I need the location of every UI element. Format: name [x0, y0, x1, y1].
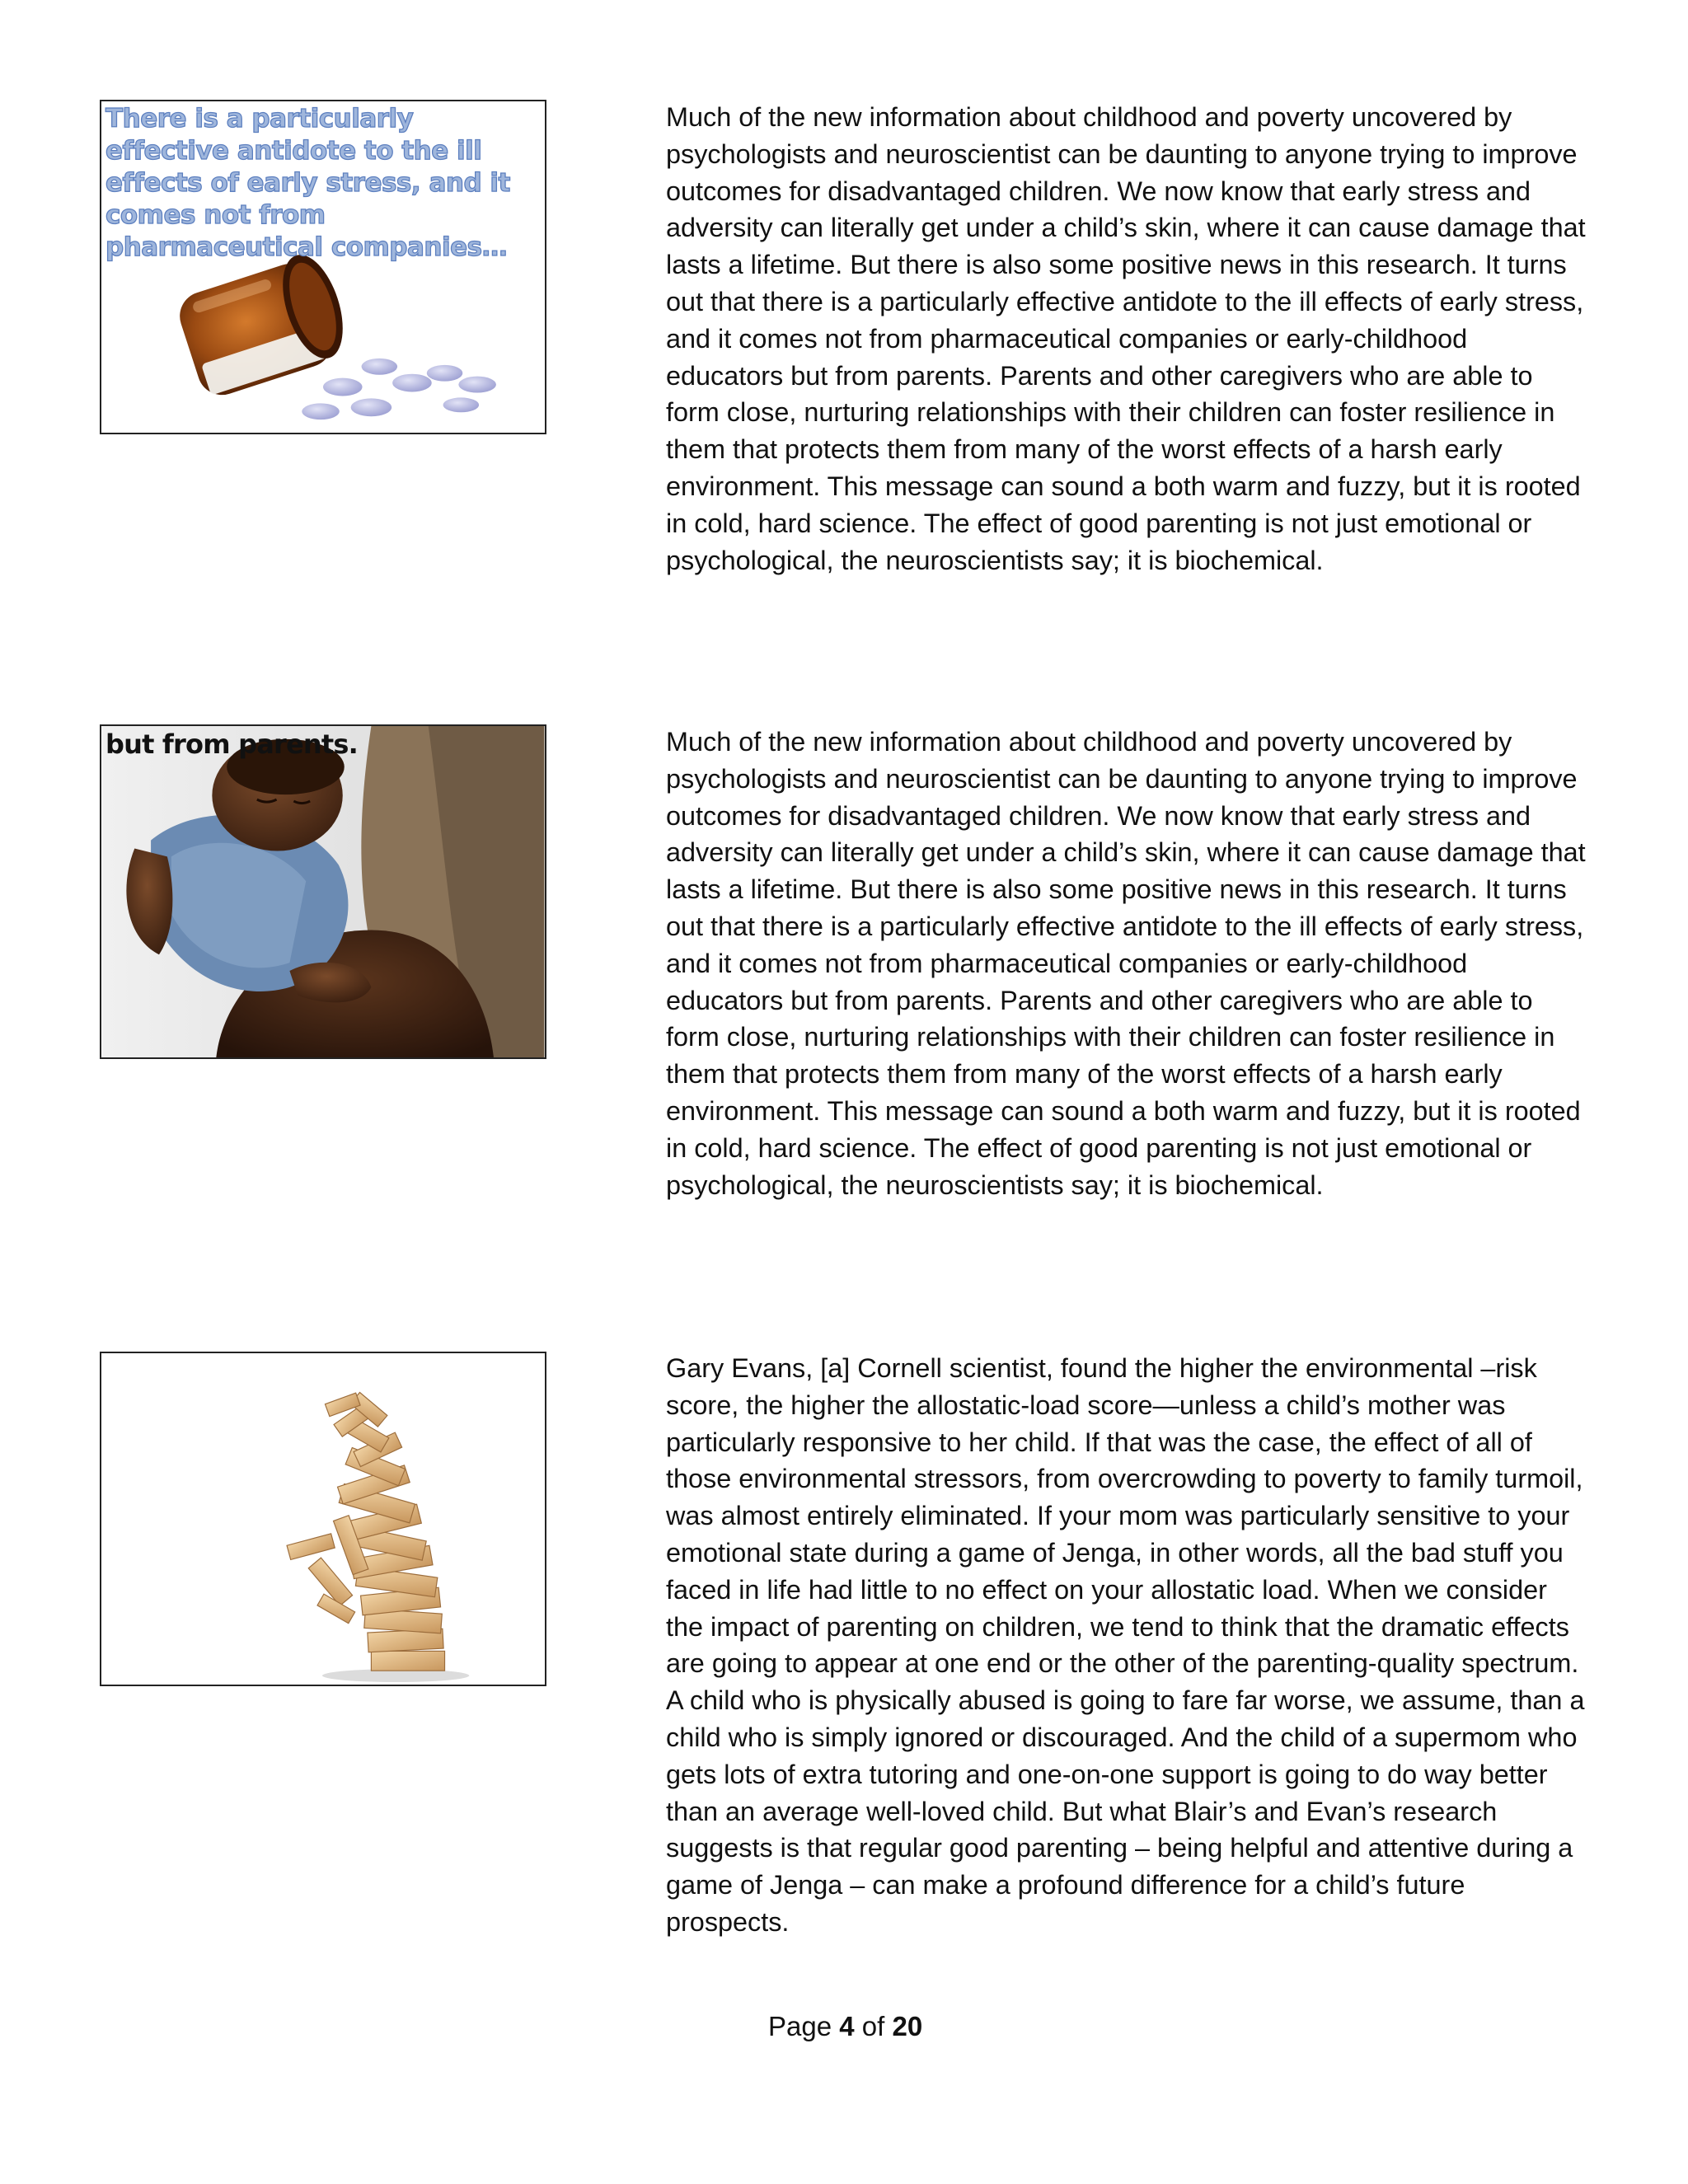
parent-holding-baby-illustration — [101, 726, 545, 1057]
of-word: of — [861, 2011, 885, 2041]
jenga-tower-illustration — [101, 1353, 545, 1685]
body-paragraph: Much of the new information about childhood and poverty uncovered by psychologists and neuroscientist can be daunting to anyone trying to improve outcomes for disadvantaged children. We now know that early stress and adversity can literally get under a child’s skin, where it can cause damage that lasts a lifetime. But there is also some positive news in this research. It turns out that there is a particularly effective antidote to the ill effects of early stress, and it comes not from pharmaceutical companies or early-childhood educators but from parents. Parents and other caregivers who are able to form close, nurturing relationships with their children can foster resilience in them that protects them from many of the worst effects of a harsh early environment. This message can sound a both warm and fuzzy, but it is rooted in cold, hard science. The effect of good parenting is not just emotional or psychological, the neuroscientists say; it is biochemical. — [666, 102, 1586, 575]
body-paragraph: Much of the new information about childhood and poverty uncovered by psychologists and neuroscientist can be daunting to anyone trying to improve outcomes for disadvantaged children. We now know that early stress and adversity can literally get under a child’s skin, where it can cause damage that lasts a lifetime. But there is also some positive news in this research. It turns out that there is a particularly effective antidote to the ill effects of early stress, and it comes not from pharmaceutical companies or early-childhood educators but from parents. Parents and other caregivers who are able to form close, nurturing relationships with their children can foster resilience in them that protects them from many of the worst effects of a harsh early environment. This message can sound a both warm and fuzzy, but it is rooted in cold, hard science. The effect of good parenting is not just emotional or psychological, the neuroscientists say; it is biochemical. — [666, 727, 1586, 1200]
page-word: Page — [768, 2011, 832, 2041]
total-pages: 20 — [892, 2011, 923, 2041]
figure-pill-bottle — [100, 100, 546, 434]
figure-caption: There is a particularly effective antidote to the ill effects of early stress, and it comes not from pharmaceutical companies… — [106, 104, 510, 262]
body-paragraph: Gary Evans, [a] Cornell scientist, found the higher the environmental –risk score, the higher the allostatic-load score—unless a child’s mother was particularly responsive to her child. If that was the case, the effect of all of those environmental stressors, from overcrowding to poverty to family turmoil, was almost entirely eliminated. If your mom was particularly sensitive to your emotional state during a game of Jenga, in other words, all the bad stuff you faced in life had little to no effect on your allostatic load. When we consider the impact of parenting on children, we tend to think that the dramatic effects are going to appear at one end or the other of the parenting-quality spectrum. A child who is physically abused is going to fare far worse, we assume, than a child who is simply ignored or discouraged. And the child of a supermom who gets lots of extra tutoring and one-on-one support is going to do way better than an average well-loved child. But what Blair’s and Evan’s research suggests is that regular good parenting – being helpful and attentive during a game of Jenga – can make a profound difference for a child’s future prospects. — [666, 1353, 1585, 1937]
figure-caption: but from parents. — [106, 729, 358, 760]
figure-jenga-tower — [100, 1352, 546, 1686]
page-number — [768, 2011, 922, 2042]
figure-parent-holding-baby — [100, 724, 546, 1059]
current-page: 4 — [839, 2011, 855, 2041]
